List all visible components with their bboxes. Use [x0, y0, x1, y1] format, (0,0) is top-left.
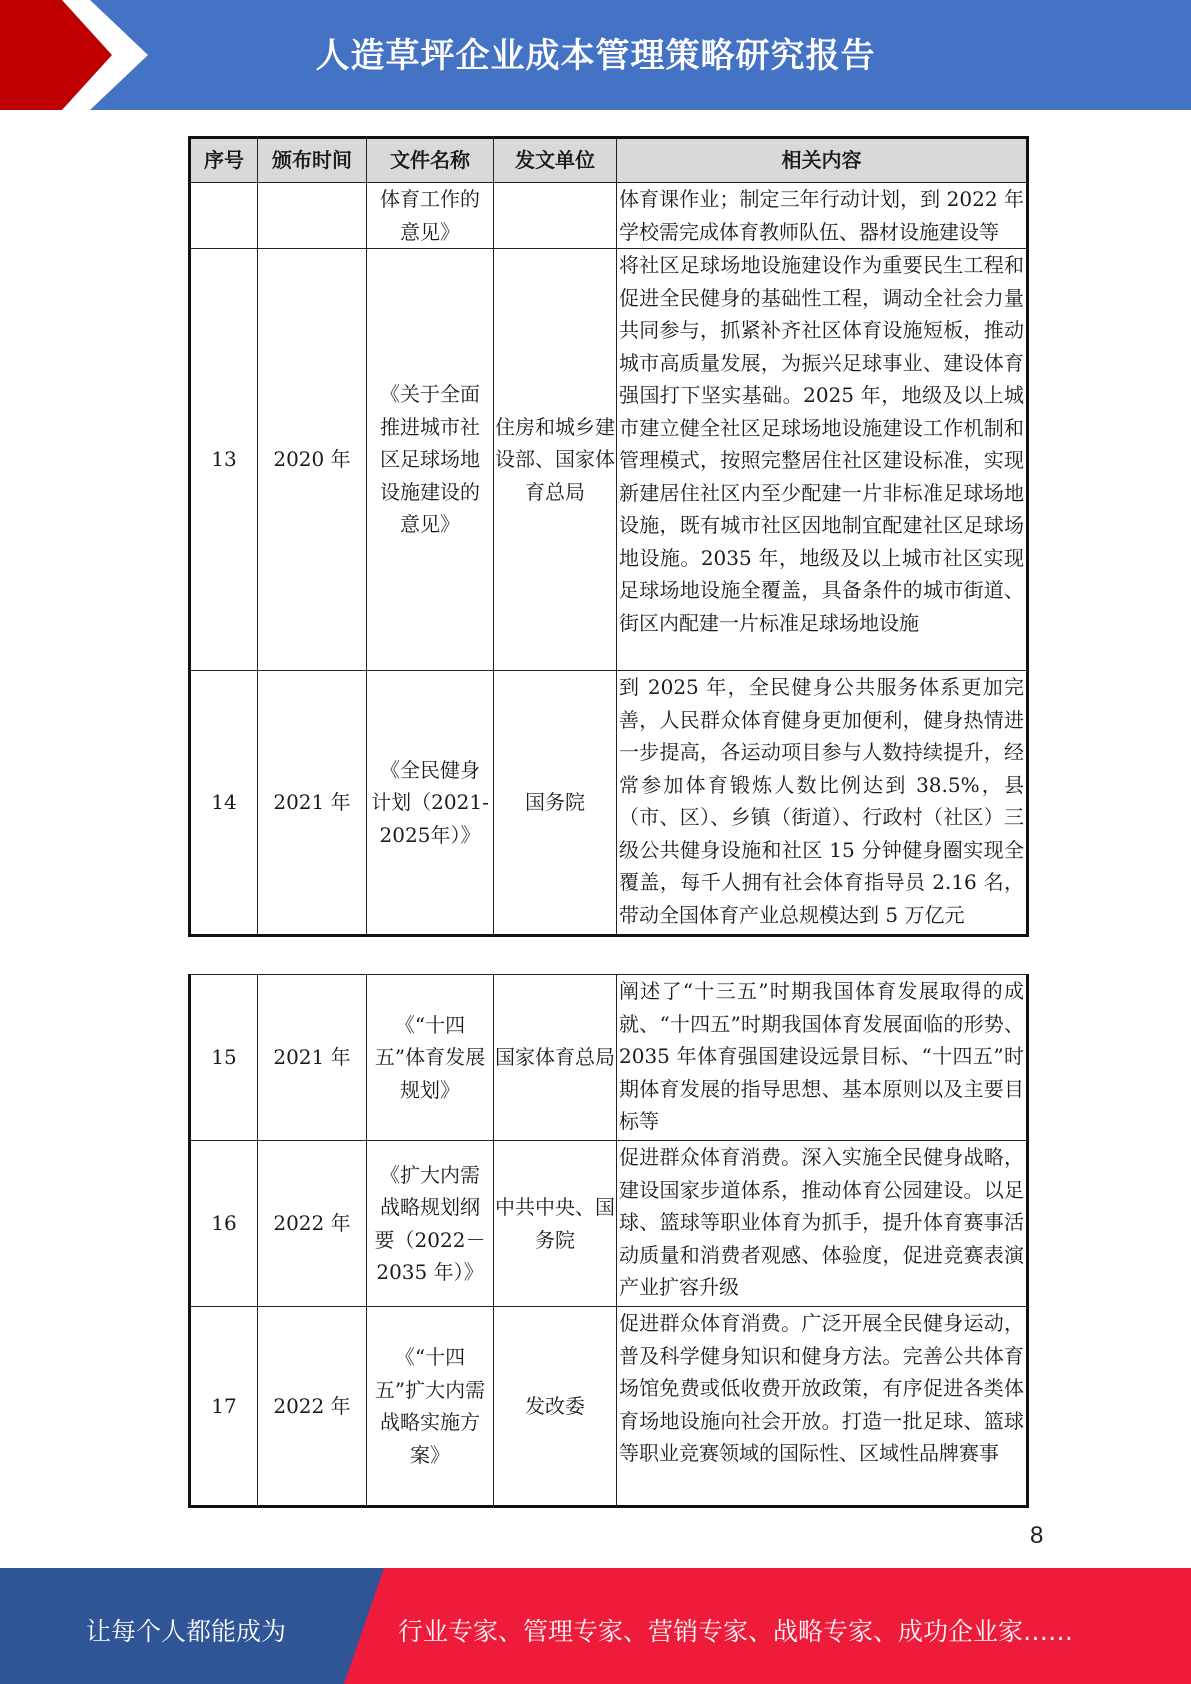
table-row — [190, 1141, 1028, 1307]
col-header-no: 序号 — [190, 138, 258, 183]
col-header-name: 文件名称 — [367, 138, 494, 183]
policy-table-part2 — [188, 974, 1029, 1508]
policy-table-part1 — [188, 136, 1029, 937]
table-row — [190, 975, 1028, 1141]
cell-name: 《“十四五”扩大内需战略实施方案》 — [367, 1307, 494, 1507]
cell-no: 17 — [190, 1307, 258, 1507]
footer-slogan-right: 行业专家、管理专家、营销专家、战略专家、成功企业家…… — [398, 1617, 1074, 1646]
cell-name: 《全民健身计划（2021-2025年）》 — [367, 671, 494, 936]
cell-no: 14 — [190, 671, 258, 936]
cell-name: 体育工作的 意见》 — [367, 183, 494, 249]
col-header-issuer: 发文单位 — [494, 138, 617, 183]
cell-content: 到 2025 年，全民健身公共服务体系更加完善，人民群众体育健身更加便利，健身热情进一步提高，各运动项目参与人数持续提升，经常参加体育锻炼人数比例达到 38.5%，县（市、区）、乡镇（街道）、行政村（社区）三级公共健身设施和社区 15 分钟健身圈实现全覆盖，每千人拥有社会体育指导员 2.16 名，带动全国体育产业总规模达到 5 万亿元 — [617, 671, 1028, 936]
footer-slogan-left: 让每个人都能成为 — [85, 1617, 286, 1646]
cell-name: 《“十四五”体育发展规划》 — [367, 975, 494, 1141]
cell-content: 阐述了“十三五”时期我国体育发展取得的成就、“十四五”时期我国体育发展面临的形势、2035 年体育强国建设远景目标、“十四五”时期体育发展的指导思想、基本原则以及主要目标等 — [617, 975, 1028, 1141]
col-header-date: 颁布时间 — [258, 138, 367, 183]
cell-no: 13 — [190, 249, 258, 671]
cell-no: 15 — [190, 975, 258, 1141]
cell-date — [258, 183, 367, 249]
table-row — [190, 671, 1028, 936]
cell-name: 《扩大内需战略规划纲要（2022－2035 年）》 — [367, 1141, 494, 1307]
cell-content: 体育课作业；制定三年行动计划，到 2022 年学校需完成体育教师队伍、器材设施建设等 — [617, 183, 1028, 249]
cell-date: 2020 年 — [258, 249, 367, 671]
cell-content: 促进群众体育消费。广泛开展全民健身运动，普及科学健身知识和健身方法。完善公共体育场馆免费或低收费开放政策，有序促进各类体育场地设施向社会开放。打造一批足球、篮球等职业竞赛领域的国际性、区域性品牌赛事 — [617, 1307, 1028, 1507]
cell-date: 2022 年 — [258, 1307, 367, 1507]
cell-date: 2021 年 — [258, 671, 367, 936]
page-header — [0, 0, 1191, 110]
cell-issuer: 国家体育总局 — [494, 975, 617, 1141]
table-header-row — [190, 138, 1028, 183]
cell-content: 促进群众体育消费。深入实施全民健身战略，建设国家步道体系，推动体育公园建设。以足球、篮球等职业体育为抓手，提升体育赛事活动质量和消费者观感、体验度，促进竞赛表演产业扩容升级 — [617, 1141, 1028, 1307]
cell-no — [190, 183, 258, 249]
cell-issuer: 国务院 — [494, 671, 617, 936]
cell-issuer — [494, 183, 617, 249]
cell-issuer: 中共中央、国务院 — [494, 1141, 617, 1307]
page-title: 人造草坪企业成本管理策略研究报告 — [315, 36, 876, 76]
cell-no: 16 — [190, 1141, 258, 1307]
page-footer — [0, 1568, 1191, 1684]
cell-issuer: 发改委 — [494, 1307, 617, 1507]
cell-content: 将社区足球场地设施建设作为重要民生工程和促进全民健身的基础性工程，调动全社会力量共同参与，抓紧补齐社区体育设施短板，推动城市高质量发展，为振兴足球事业、建设体育强国打下坚实基础。2025 年，地级及以上城市建立健全社区足球场地设施建设工作机制和管理模式，按照完整居住社区建设标准，实现新建居住社区内至少配建一片非标准足球场地设施，既有城市社区因地制宜配建社区足球场地设施。2035 年，地级及以上城市社区实现足球场地设施全覆盖，具备条件的城市街道、街区内配建一片标准足球场地设施 — [617, 249, 1028, 671]
cell-issuer: 住房和城乡建设部、国家体育总局 — [494, 249, 617, 671]
table-row — [190, 249, 1028, 671]
page-number: 8 — [1030, 1522, 1044, 1549]
cell-date: 2021 年 — [258, 975, 367, 1141]
table-row — [190, 1307, 1028, 1507]
col-header-content: 相关内容 — [617, 138, 1028, 183]
cell-date: 2022 年 — [258, 1141, 367, 1307]
cell-name: 《关于全面推进城市社区足球场地设施建设的意见》 — [367, 249, 494, 671]
table-row — [190, 183, 1028, 249]
